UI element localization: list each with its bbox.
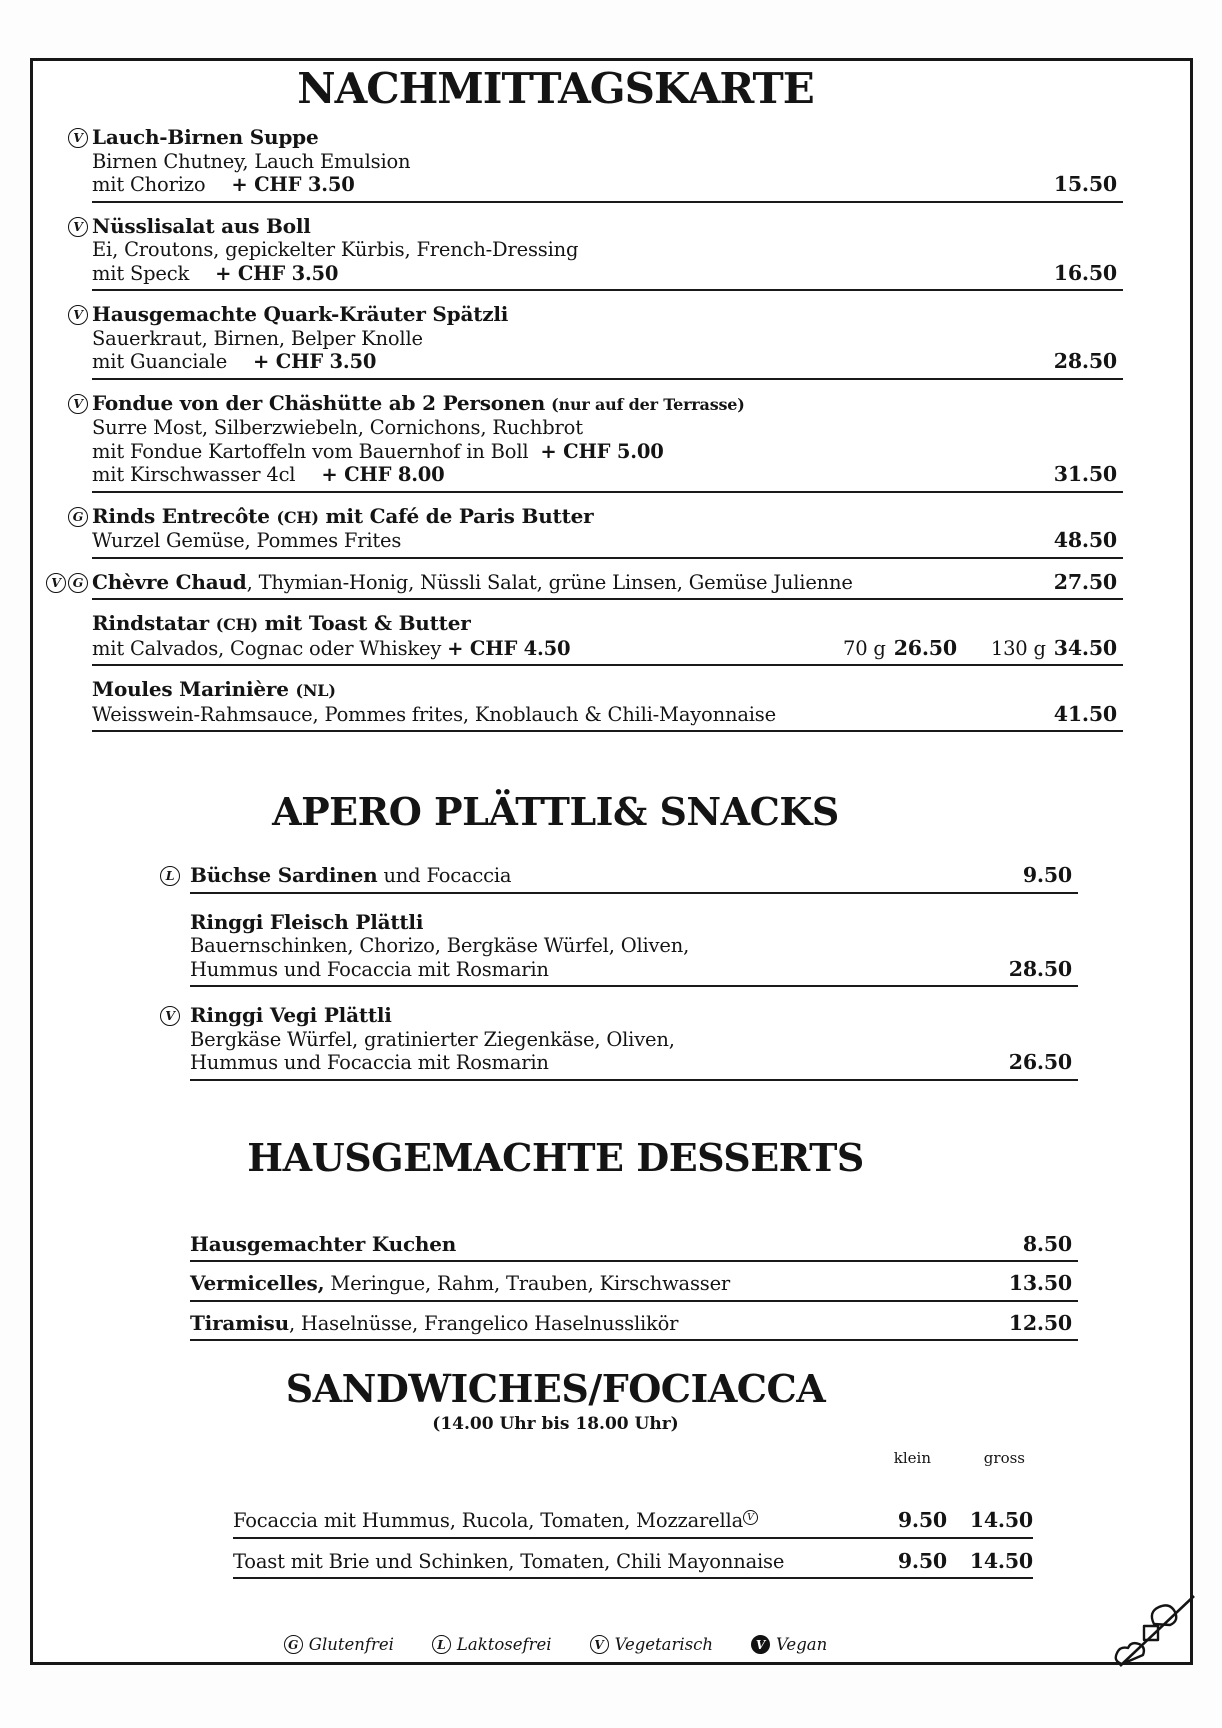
legend-label: Vegan <box>776 1635 828 1654</box>
item-size-prices <box>843 637 1123 661</box>
vegetarian-badge-icon: V <box>68 217 88 237</box>
diet-badges <box>160 1006 190 1026</box>
section-apero <box>165 863 1078 1081</box>
item-description: Weisswein-Rahmsauce, Pommes frites, Knoblauch & Chili-Mayonnaise <box>92 702 776 726</box>
item-name-cont: mit Café de Paris Butter <box>318 503 594 528</box>
item-supplement-price: + CHF 3.50 <box>231 173 355 196</box>
item-price-small: 9.50 <box>897 1548 947 1573</box>
item-description: Hummus und Focaccia mit Rosmarin <box>190 957 549 981</box>
menu-item-chevre-chaud <box>51 569 1123 601</box>
menu-item-sardinen <box>165 863 1078 894</box>
diet-badges <box>46 573 92 593</box>
menu-item-lauch-birnen-suppe <box>73 125 1123 203</box>
size-qty: 70 g <box>842 636 886 660</box>
menu-item-moules <box>92 678 1123 732</box>
column-spacer <box>233 1449 845 1467</box>
legend-vegan <box>751 1635 827 1654</box>
diet-badges <box>68 128 92 148</box>
item-price: 12.50 <box>1008 1310 1072 1335</box>
menu-item-kuchen <box>190 1233 1078 1263</box>
item-supplement-price: + CHF 8.00 <box>321 463 445 486</box>
lactosefree-badge-icon: L <box>160 866 180 886</box>
item-price: 41.50 <box>1053 701 1117 726</box>
item-name: Rindstatar <box>92 611 216 635</box>
column-label-large: gross <box>983 1449 1025 1467</box>
item-price-large: 14.50 <box>969 1508 1033 1532</box>
item-name: Ringgi Fleisch Plättli <box>190 909 424 934</box>
item-name-note: (nur auf der Terrasse) <box>551 394 745 414</box>
item-name: Lauch-Birnen Suppe <box>92 125 319 149</box>
section-header-sandwiches: SANDWICHES/FOCIACCA <box>285 1366 826 1411</box>
item-description: Bergkäse Würfel, gratinierter Ziegenkäse, Oliven, <box>190 1027 675 1051</box>
item-supplement: mit Kirschwasser 4cl <box>92 463 296 486</box>
menu-item-fondue <box>73 390 1123 493</box>
item-description: Birnen Chutney, Lauch Emulsion <box>92 149 411 173</box>
item-supplement-price: + CHF 3.50 <box>215 261 339 285</box>
stairs-logo-icon <box>1108 1580 1196 1668</box>
menu-item-tiramisu <box>190 1312 1078 1342</box>
vegetarian-badge-icon: V <box>160 1006 180 1026</box>
item-price: 15.50 <box>1053 172 1117 196</box>
vegetarian-badge-icon: V <box>68 128 88 148</box>
item-price: 31.50 <box>1053 462 1117 486</box>
item-supplement-price: + CHF 4.50 <box>447 636 571 660</box>
menu-item-vermicelles <box>190 1272 1078 1302</box>
menu-item-fleisch-plaettli <box>190 911 1078 988</box>
item-description: Surre Most, Silberzwiebeln, Cornichons, Ruchbrot <box>92 416 583 439</box>
legend-vegetarian <box>590 1635 713 1654</box>
size-price: 26.50 <box>893 635 957 660</box>
item-description: , Thymian-Honig, Nüssli Salat, grüne Linsen, Gemüse Julienne <box>246 570 853 594</box>
menu-item-toast <box>233 1550 1033 1580</box>
item-description: Bauernschinken, Chorizo, Bergkäse Würfel, Oliven, <box>190 934 690 957</box>
legend-label: Glutenfrei <box>308 1635 394 1654</box>
item-description: Wurzel Gemüse, Pommes Frites <box>92 529 402 552</box>
vegetarian-badge-icon: V <box>68 394 88 414</box>
legend-lactosefree <box>432 1635 552 1654</box>
vegetarian-badge-icon: V <box>68 305 88 325</box>
item-price: 8.50 <box>1022 1231 1072 1256</box>
item-name: Tiramisu <box>190 1310 289 1335</box>
column-label-small: klein <box>893 1449 931 1467</box>
menu-item-rindstatar <box>92 612 1123 666</box>
item-supplement-price: + CHF 3.50 <box>253 350 377 373</box>
section-subtitle-hours: (14.00 Uhr bis 18.00 Uhr) <box>432 1414 679 1434</box>
diet-badges <box>68 394 92 414</box>
size-qty: 130 g <box>990 636 1046 660</box>
item-price: 27.50 <box>1053 569 1117 594</box>
section-main-dishes <box>51 125 1123 732</box>
item-name: Fondue von der Chäshütte ab 2 Personen <box>92 390 546 415</box>
diet-badges <box>68 507 92 527</box>
menu-item-nuesslisalat <box>73 213 1123 292</box>
item-price: 26.50 <box>1008 1050 1072 1074</box>
item-price: 13.50 <box>1008 1271 1072 1295</box>
item-name: Rinds Entrecôte <box>92 503 277 528</box>
menu-item-spaetzli <box>73 302 1123 380</box>
item-name: Focaccia mit Hummus, Rucola, Tomaten, Mozzarella <box>233 1509 744 1532</box>
item-name-cont: mit Toast & Butter <box>257 611 471 635</box>
size-price: 34.50 <box>1053 635 1117 660</box>
item-supplement: mit Fondue Kartoffeln vom Bauernhof in Boll <box>92 439 529 463</box>
item-description: , Haselnüsse, Frangelico Haselnusslikör <box>288 1311 679 1335</box>
size-column-labels <box>233 1449 1033 1467</box>
item-price: 28.50 <box>1008 956 1072 981</box>
vegan-badge-icon: V <box>751 1635 770 1654</box>
item-supplement: mit Calvados, Cognac oder Whiskey <box>92 636 442 660</box>
vegetarian-badge-icon: V <box>743 1510 758 1525</box>
item-supplement: mit Chorizo <box>92 173 206 196</box>
item-name: Moules Marinière <box>92 677 296 701</box>
item-supplement-price: + CHF 5.00 <box>540 439 664 463</box>
item-price: 48.50 <box>1053 528 1117 552</box>
item-origin-note: (NL) <box>295 681 336 700</box>
item-origin-note: (CH) <box>215 615 258 634</box>
item-description: Meringue, Rahm, Trauben, Kirschwasser <box>324 1272 731 1295</box>
item-name: Chèvre Chaud <box>92 569 247 594</box>
vegetarian-badge-icon: V <box>590 1635 609 1654</box>
legend-label: Vegetarisch <box>614 1635 714 1654</box>
vegetarian-badge-icon: V <box>46 573 66 593</box>
item-price: 28.50 <box>1053 349 1117 373</box>
section-sandwiches <box>233 1509 1033 1579</box>
item-supplement: mit Speck <box>92 261 190 285</box>
glutenfree-badge-icon: G <box>68 507 88 527</box>
page-title: NACHMITTAGSKARTE <box>297 64 814 113</box>
section-desserts <box>190 1233 1078 1342</box>
item-name: Büchse Sardinen <box>190 863 378 887</box>
section-header-apero: APERO PLÄTTLI& SNACKS <box>272 789 839 834</box>
item-price: 16.50 <box>1053 260 1117 285</box>
glutenfree-badge-icon: G <box>284 1635 303 1654</box>
item-name-wrap <box>233 1509 861 1533</box>
diet-badges <box>68 217 92 237</box>
item-name: Vermicelles, <box>190 1271 325 1295</box>
item-name: Nüsslisalat aus Boll <box>92 213 311 238</box>
item-name: Hausgemachte Quark-Kräuter Spätzli <box>92 302 509 326</box>
menu-item-focaccia <box>233 1509 1033 1539</box>
item-price: 9.50 <box>1022 863 1072 887</box>
section-header-desserts: HAUSGEMACHTE DESSERTS <box>247 1134 864 1180</box>
item-description: Hummus und Focaccia mit Rosmarin <box>190 1051 549 1074</box>
legend-glutenfree <box>284 1635 394 1654</box>
diet-badges <box>160 866 190 886</box>
item-price-small: 9.50 <box>897 1508 947 1532</box>
menu-item-entrecote <box>72 503 1123 559</box>
item-name: Toast mit Brie und Schinken, Tomaten, Chili Mayonnaise <box>233 1549 785 1573</box>
item-name: Ringgi Vegi Plättli <box>190 1003 392 1027</box>
item-name-wrap <box>233 1550 861 1574</box>
menu-item-vegi-plaettli <box>165 1003 1078 1081</box>
item-description: und Focaccia <box>377 864 512 887</box>
item-price-large: 14.50 <box>969 1548 1033 1573</box>
item-description: Ei, Croutons, gepickelter Kürbis, French-Dressing <box>92 238 579 261</box>
diet-badges <box>68 305 92 325</box>
item-description: Sauerkraut, Birnen, Belper Knolle <box>92 326 423 350</box>
item-origin-note: (CH) <box>276 507 319 527</box>
item-name: Hausgemachter Kuchen <box>190 1231 457 1256</box>
diet-legend <box>33 1635 1190 1654</box>
menu-page-frame <box>30 58 1193 1665</box>
lactosefree-badge-icon: L <box>432 1635 451 1654</box>
glutenfree-badge-icon: G <box>68 573 88 593</box>
item-supplement: mit Guanciale <box>92 350 228 373</box>
legend-label: Laktosefrei <box>456 1635 552 1654</box>
